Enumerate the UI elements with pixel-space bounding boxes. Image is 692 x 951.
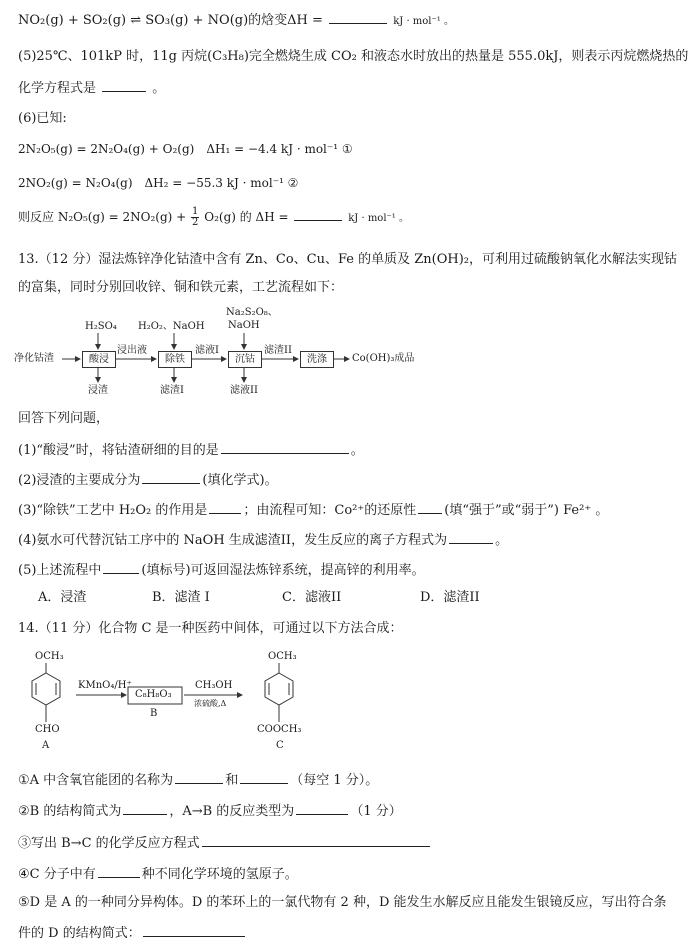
option-b[interactable]: B．滤渣 I bbox=[152, 590, 210, 605]
q13-sub1-text: (1)“酸浸”时，将钴渣研细的目的是 bbox=[18, 443, 219, 458]
q14-sub2-text-b: ，A→B 的反应类型为 bbox=[169, 804, 295, 819]
reagent-h2so4: H₂SO₄ bbox=[85, 321, 117, 332]
q13-sub2-blank[interactable] bbox=[142, 470, 200, 484]
q13-line1: 13.（12 分）湿法炼锌净化钴渣中含有 Zn、Co、Cu、Fe 的单质及 Zn(OH)₂，可利用过硫酸钠氧化水解法实现钴 bbox=[18, 252, 678, 267]
option-c[interactable]: C．滤液II bbox=[282, 590, 342, 605]
flow-start-label: 净化钴渣 bbox=[14, 353, 54, 364]
q6-eq2: 2NO₂(g) = N₂O₄(g) ΔH₂ = −55.3 kJ · mol⁻¹ ② bbox=[18, 176, 299, 190]
q13-sub5-suffix: (填标号)可返回湿法炼锌系统，提高锌的利用率。 bbox=[141, 563, 425, 578]
q13-sub4-suffix: 。 bbox=[495, 533, 509, 548]
q13-sub2 bbox=[18, 470, 678, 490]
q6-title: (6)已知: bbox=[18, 111, 67, 126]
option-d[interactable]: D．滤渣II bbox=[420, 590, 480, 605]
q14-sub1-text-c: （每空 1 分）。 bbox=[290, 773, 379, 788]
q5-line2 bbox=[18, 78, 678, 98]
c-substituent-top: OCH₃ bbox=[268, 651, 297, 662]
option-a[interactable]: A．浸渣 bbox=[38, 590, 87, 605]
q13-sub1-blank[interactable] bbox=[221, 440, 349, 454]
q13-sub3 bbox=[18, 500, 678, 520]
unit-text: kJ · mol⁻¹ 。 bbox=[393, 16, 454, 27]
q5-prefix: 化学方程式是 bbox=[18, 81, 97, 96]
q6-answer-blank[interactable] bbox=[294, 207, 342, 221]
reagent-naoh: NaOH bbox=[228, 320, 260, 331]
q14-sub3-blank[interactable] bbox=[202, 833, 430, 847]
q13-sub3-text-a: (3)“除铁”工艺中 H₂O₂ 的作用是 bbox=[18, 503, 208, 518]
reagent-na2s2o8: Na₂S₂O₈、 bbox=[226, 307, 278, 318]
q14-sub5-blank[interactable] bbox=[143, 923, 245, 937]
reagent-kmno4: KMnO₄/H⁺ bbox=[78, 680, 132, 691]
q14-sub2-blank2[interactable] bbox=[296, 801, 348, 815]
q13-sub3-blank2[interactable] bbox=[418, 500, 442, 514]
q13-sub2-text: (2)浸渣的主要成分为 bbox=[18, 473, 141, 488]
q6-ask bbox=[18, 207, 678, 228]
q13-sub3-text-c: (填“强于”或“弱于”) Fe²⁺ 。 bbox=[444, 503, 609, 518]
q6-unit: kJ · mol⁻¹ 。 bbox=[348, 213, 409, 224]
answer-intro: 回答下列问题， bbox=[18, 411, 110, 426]
q14-sub4-text-b: 种不同化学环境的氢原子。 bbox=[141, 867, 298, 882]
q6-eq1: 2N₂O₅(g) = 2N₂O₄(g) + O₂(g) ΔH₁ = −4.4 kJ · mol⁻¹ ① bbox=[18, 142, 353, 156]
box-iron-removal: 除铁 bbox=[158, 351, 192, 368]
product-label: Co(OH)₃成品 bbox=[352, 353, 415, 364]
q13-sub3-blank1[interactable] bbox=[209, 500, 241, 514]
q13-sub5-blank[interactable] bbox=[103, 560, 139, 574]
q14-sub1 bbox=[18, 770, 678, 790]
q14-sub1-text-a: ①A 中含氧官能团的名称为 bbox=[18, 773, 174, 788]
q14-sub5-text: 件的 D 的结构简式： bbox=[18, 926, 141, 941]
q13-line2: 的富集，同时分别回收锌、铜和铁元素，工艺流程如下： bbox=[18, 280, 344, 295]
q14-line1: 14.（11 分）化合物 C 是一种医药中间体，可通过以下方法合成： bbox=[18, 621, 403, 636]
q14-sub4-text-a: ④C 分子中有 bbox=[18, 867, 96, 882]
q13-sub3-text-b: ；由流程可知：Co²⁺的还原性 bbox=[243, 503, 417, 518]
q13-sub1-suffix: 。 bbox=[350, 443, 364, 458]
equation-text: NO₂(g) + SO₂(g) ⇌ SO₃(g) + NO(g)的焓变ΔH = bbox=[18, 13, 323, 28]
q5-suffix: 。 bbox=[152, 81, 166, 96]
arrow-label-residue2: 滤渣II bbox=[264, 345, 292, 356]
q14-sub4 bbox=[18, 864, 678, 884]
one-half-fraction: $\frac{1}{2}$ bbox=[192, 206, 199, 228]
reagent-conc-sulfuric: 浓硫酸,Δ bbox=[194, 699, 227, 708]
q14-sub2-blank1[interactable] bbox=[123, 801, 167, 815]
box-cobalt-precip: 沉钴 bbox=[228, 351, 262, 368]
answer-blank[interactable] bbox=[329, 10, 387, 24]
q5-answer-blank[interactable] bbox=[102, 78, 146, 92]
q13-sub5 bbox=[18, 560, 678, 580]
q13-sub4-text: (4)氨水可代替沉钴工序中的 NaOH 生成滤渣II，发生反应的离子方程式为 bbox=[18, 533, 448, 548]
q5-line1: (5)25℃、101kP 时，11g 丙烷(C₃H₈)完全燃烧生成 CO₂ 和液态水时放出的热量是 555.0kJ，则表示丙烷燃烧热的 bbox=[18, 49, 689, 64]
line-no2-so2-enthalpy bbox=[18, 10, 678, 31]
output-filtrate2: 滤液II bbox=[230, 385, 258, 396]
q14-sub5-line1: ⑤D 是 A 的一种同分异构体。D 的苯环上的一氯代物有 2 种，D 能发生水解反应且能发生银镜反应，写出符合条 bbox=[18, 895, 667, 910]
arrow-label-filtrate1: 滤液I bbox=[195, 345, 219, 356]
q13-sub1 bbox=[18, 440, 678, 460]
q14-sub3 bbox=[18, 833, 678, 853]
q13-sub4 bbox=[18, 530, 678, 550]
box-washing: 洗涤 bbox=[300, 351, 334, 368]
compound-a-label: A bbox=[42, 740, 50, 751]
q14-sub1-blank1[interactable] bbox=[175, 770, 223, 784]
q14-sub1-blank2[interactable] bbox=[240, 770, 288, 784]
q14-sub5-line2 bbox=[18, 923, 678, 943]
reagent-h2o2-naoh: H₂O₂、NaOH bbox=[138, 321, 205, 332]
q13-sub2-suffix: (填化学式)。 bbox=[202, 473, 278, 488]
compound-b-label: B bbox=[150, 708, 158, 719]
q14-sub4-blank[interactable] bbox=[98, 864, 140, 878]
output-residue1: 滤渣I bbox=[160, 385, 184, 396]
process-flow-diagram bbox=[14, 303, 434, 403]
q13-sub5-text: (5)上述流程中 bbox=[18, 563, 102, 578]
output-leach-residue: 浸渣 bbox=[88, 385, 108, 396]
q14-sub2-text-c: （1 分） bbox=[350, 804, 402, 819]
compound-c-label: C bbox=[276, 740, 284, 751]
c-substituent-bottom: COOCH₃ bbox=[257, 724, 302, 735]
reagent-methanol: CH₃OH bbox=[195, 680, 233, 691]
box-acid-leach: 酸浸 bbox=[82, 351, 116, 368]
q6-ask-prefix: 则反应 N₂O₅(g) = 2NO₂(g) + bbox=[18, 210, 187, 224]
synthesis-scheme bbox=[14, 646, 414, 762]
q14-sub1-text-b: 和 bbox=[225, 773, 239, 788]
a-substituent-bottom: CHO bbox=[35, 724, 60, 735]
q14-sub2-text-a: ②B 的结构简式为 bbox=[18, 804, 122, 819]
q6-ask-mid: O₂(g) 的 ΔH = bbox=[204, 210, 289, 224]
q13-sub4-blank[interactable] bbox=[449, 530, 493, 544]
arrow-label-leachate: 浸出液 bbox=[117, 345, 147, 356]
q14-sub3-text: ③写出 B→C 的化学反应方程式 bbox=[18, 836, 200, 851]
compound-b-formula: C₈H₈O₃ bbox=[135, 689, 172, 700]
q14-sub2 bbox=[18, 801, 678, 821]
a-substituent-top: OCH₃ bbox=[35, 651, 64, 662]
